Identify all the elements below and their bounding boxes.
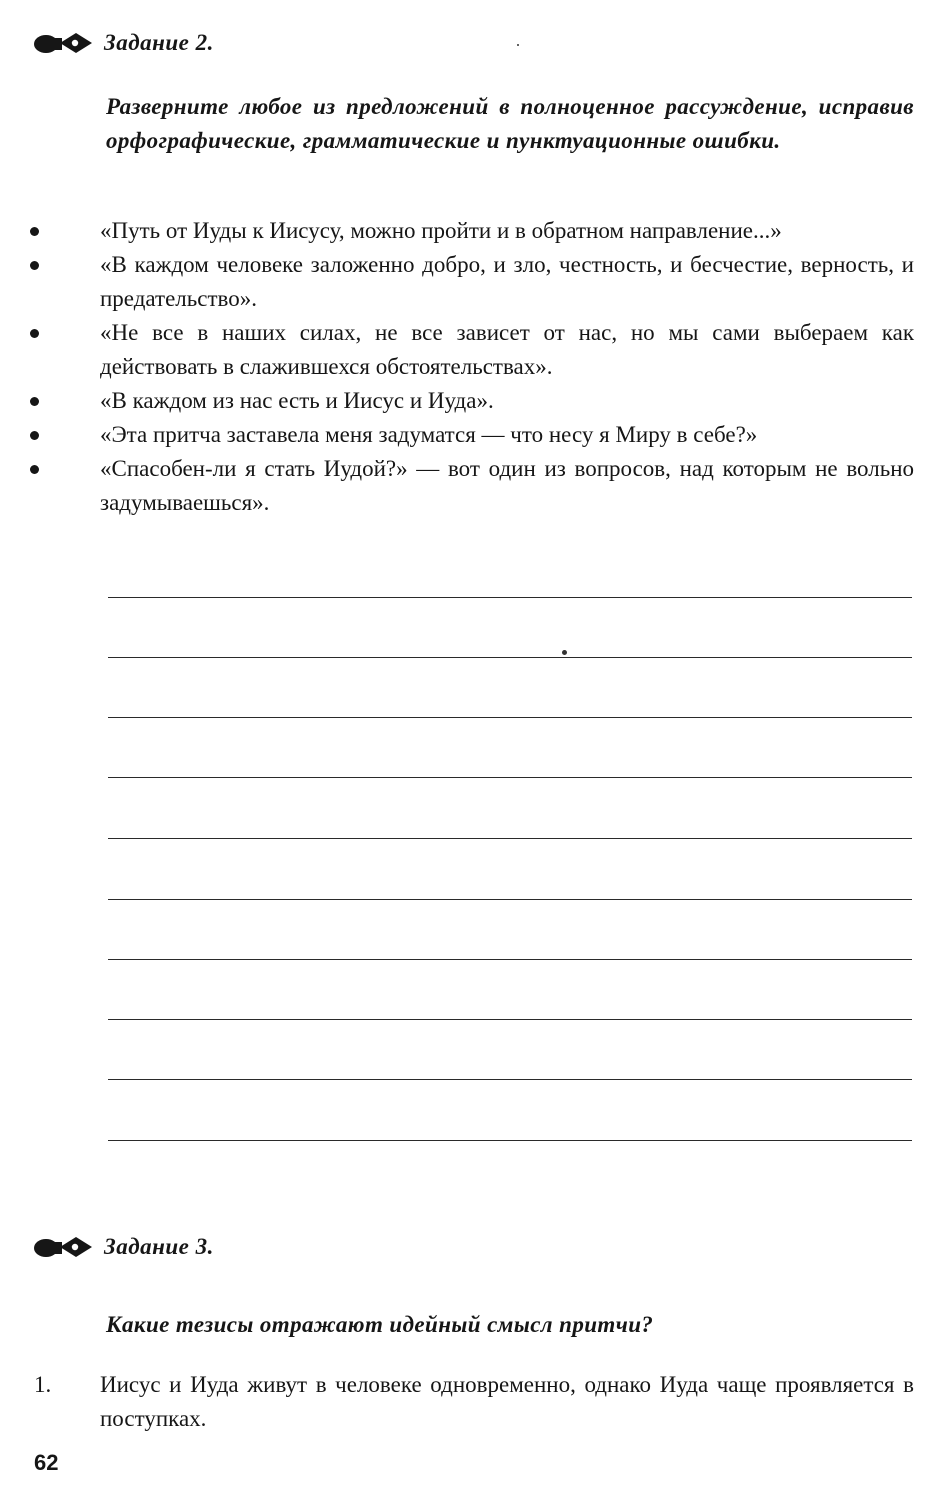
answer-lines xyxy=(108,597,912,1157)
task-3-question: Какие тезисы отражают идейный смысл притчи? xyxy=(106,1312,654,1337)
list-item: «В каждом человеке заложенно добро, и зло, честность, и бесчестие, верность, и предательство». xyxy=(30,248,914,316)
task-3-heading xyxy=(32,1232,214,1262)
list-item: «Не все в наших силах, не все зависет от нас, но мы сами выбераем как действовать в слажившехся обстоятельствах». xyxy=(30,316,914,384)
bullet-icon xyxy=(30,431,39,440)
sentence-list xyxy=(30,214,914,520)
theses-list xyxy=(34,1368,914,1436)
answer-line xyxy=(108,1140,912,1141)
answer-line xyxy=(108,899,912,900)
answer-line xyxy=(108,717,912,718)
list-item xyxy=(34,1368,914,1436)
list-item: «Путь от Иуды к Иисусу, можно пройти и в обратном направление...» xyxy=(30,214,914,248)
answer-line xyxy=(108,657,912,658)
bullet-icon xyxy=(30,261,39,270)
task-3-title: Задание 3. xyxy=(104,1234,214,1259)
answer-line xyxy=(108,597,912,598)
answer-line xyxy=(108,1019,912,1020)
list-item: «Спасобен-ли я стать Иудой?» — вот один из вопросов, над которым не вольно задумываешься». xyxy=(30,452,914,520)
task-2-instruction: Разверните любое из предложений в полноценное рассуждение, исправив орфографические, грамматические и пунктуационные ошибки. xyxy=(106,94,914,153)
list-item: «Эта притча заставела меня задуматся — что несу я Миру в себе?» xyxy=(30,418,914,452)
task-2-title: Задание 2. xyxy=(104,30,214,55)
answer-line xyxy=(108,777,912,778)
answer-line xyxy=(108,838,912,839)
bullet-icon xyxy=(30,397,39,406)
pen-nib-icon xyxy=(32,30,98,56)
thesis-number: 1. xyxy=(34,1372,52,1397)
bullet-icon xyxy=(30,329,39,338)
bullet-icon xyxy=(30,465,39,474)
thesis-text: Иисус и Иуда живут в человеке одновременно, однако Иуда чаще проявляется в поступках. xyxy=(100,1372,914,1431)
page-number: 62 xyxy=(34,1450,59,1475)
scan-speck xyxy=(562,650,567,655)
list-item: «В каждом из нас есть и Иисус и Иуда». xyxy=(30,384,914,418)
pen-nib-icon xyxy=(32,1234,98,1260)
answer-line xyxy=(108,959,912,960)
scan-speck xyxy=(517,44,519,46)
task-2-heading xyxy=(32,28,214,58)
bullet-icon xyxy=(30,227,39,236)
answer-line xyxy=(108,1079,912,1080)
